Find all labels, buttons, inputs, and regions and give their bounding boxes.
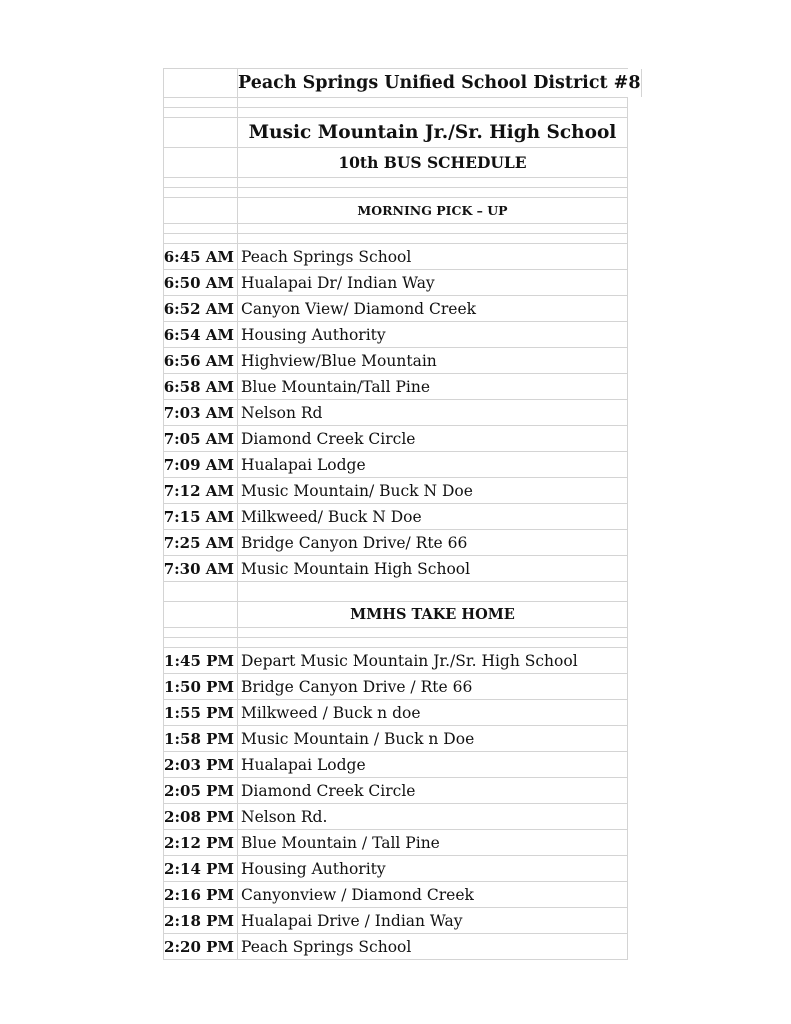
stop-name: Highview/Blue Mountain	[238, 348, 628, 373]
stop-name: Music Mountain High School	[238, 556, 628, 581]
schedule-row	[163, 908, 628, 934]
schedule-row	[163, 296, 628, 322]
schedule-row	[163, 648, 628, 674]
schedule-row	[163, 504, 628, 530]
district-row	[163, 68, 641, 98]
schedule-row	[163, 400, 628, 426]
stop-name: Nelson Rd.	[238, 804, 628, 829]
stop-time: 7:15 AM	[163, 504, 238, 529]
schedule-row	[163, 478, 628, 504]
schedule-row	[163, 700, 628, 726]
schedule-row	[163, 530, 628, 556]
stop-time: 2:20 PM	[163, 934, 238, 959]
schedule-row	[163, 426, 628, 452]
stop-name: Bridge Canyon Drive / Rte 66	[238, 674, 628, 699]
stop-time: 7:05 AM	[163, 426, 238, 451]
stop-name: Peach Springs School	[238, 934, 628, 959]
stop-name: Music Mountain / Buck n Doe	[238, 726, 628, 751]
stop-name: Hualapai Dr/ Indian Way	[238, 270, 628, 295]
stop-time: 2:14 PM	[163, 856, 238, 881]
stop-name: Milkweed/ Buck N Doe	[238, 504, 628, 529]
stop-time: 6:45 AM	[163, 244, 238, 269]
stop-name: Canyon View/ Diamond Creek	[238, 296, 628, 321]
stop-name: Hualapai Drive / Indian Way	[238, 908, 628, 933]
schedule-row	[163, 556, 628, 582]
schedule-row	[163, 322, 628, 348]
stop-name: Bridge Canyon Drive/ Rte 66	[238, 530, 628, 555]
stop-time: 6:52 AM	[163, 296, 238, 321]
stop-name: Music Mountain/ Buck N Doe	[238, 478, 628, 503]
schedule-row	[163, 726, 628, 752]
stop-time: 7:25 AM	[163, 530, 238, 555]
schedule-row	[163, 348, 628, 374]
stop-name: Canyonview / Diamond Creek	[238, 882, 628, 907]
stop-name: Peach Springs School	[238, 244, 628, 269]
stop-time: 2:05 PM	[163, 778, 238, 803]
schedule-row	[163, 882, 628, 908]
schedule-row	[163, 804, 628, 830]
schedule-row	[163, 374, 628, 400]
stop-time: 7:12 AM	[163, 478, 238, 503]
stop-name: Depart Music Mountain Jr./Sr. High School	[238, 648, 628, 673]
schedule-row	[163, 934, 628, 960]
stop-time: 1:55 PM	[163, 700, 238, 725]
schedule-row	[163, 856, 628, 882]
afternoon-heading-row	[163, 602, 628, 628]
morning-heading: MORNING PICK – UP	[238, 198, 628, 223]
schedule-row	[163, 148, 628, 178]
school-row	[163, 118, 628, 148]
stop-time: 7:30 AM	[163, 556, 238, 581]
stop-time: 1:50 PM	[163, 674, 238, 699]
morning-heading-row	[163, 198, 628, 224]
stop-time: 2:08 PM	[163, 804, 238, 829]
stop-time: 6:56 AM	[163, 348, 238, 373]
schedule-row	[163, 778, 628, 804]
stop-time: 6:50 AM	[163, 270, 238, 295]
stop-time: 2:03 PM	[163, 752, 238, 777]
schedule-title: 10th BUS SCHEDULE	[238, 148, 628, 177]
stop-time: 1:45 PM	[163, 648, 238, 673]
stop-time: 2:18 PM	[163, 908, 238, 933]
stop-name: Diamond Creek Circle	[238, 778, 628, 803]
stop-time: 7:09 AM	[163, 452, 238, 477]
stop-name: Hualapai Lodge	[238, 452, 628, 477]
stop-name: Milkweed / Buck n doe	[238, 700, 628, 725]
stop-name: Housing Authority	[238, 322, 628, 347]
schedule-row	[163, 674, 628, 700]
stop-time: 2:16 PM	[163, 882, 238, 907]
schedule-row	[163, 452, 628, 478]
stop-time: 2:12 PM	[163, 830, 238, 855]
stop-time: 7:03 AM	[163, 400, 238, 425]
district-title: Peach Springs Unified School District #8	[238, 69, 642, 97]
bus-schedule-table	[163, 68, 641, 960]
stop-time: 6:54 AM	[163, 322, 238, 347]
stop-name: Diamond Creek Circle	[238, 426, 628, 451]
schedule-row	[163, 752, 628, 778]
stop-name: Housing Authority	[238, 856, 628, 881]
schedule-row	[163, 244, 628, 270]
stop-name: Hualapai Lodge	[238, 752, 628, 777]
stop-name: Blue Mountain / Tall Pine	[238, 830, 628, 855]
schedule-row	[163, 270, 628, 296]
schedule-row	[163, 830, 628, 856]
afternoon-stops	[163, 648, 628, 960]
afternoon-heading: MMHS TAKE HOME	[238, 602, 628, 627]
stop-time: 6:58 AM	[163, 374, 238, 399]
school-title: Music Mountain Jr./Sr. High School	[238, 118, 628, 147]
stop-time: 1:58 PM	[163, 726, 238, 751]
stop-name: Blue Mountain/Tall Pine	[238, 374, 628, 399]
stop-name: Nelson Rd	[238, 400, 628, 425]
morning-stops	[163, 244, 628, 582]
